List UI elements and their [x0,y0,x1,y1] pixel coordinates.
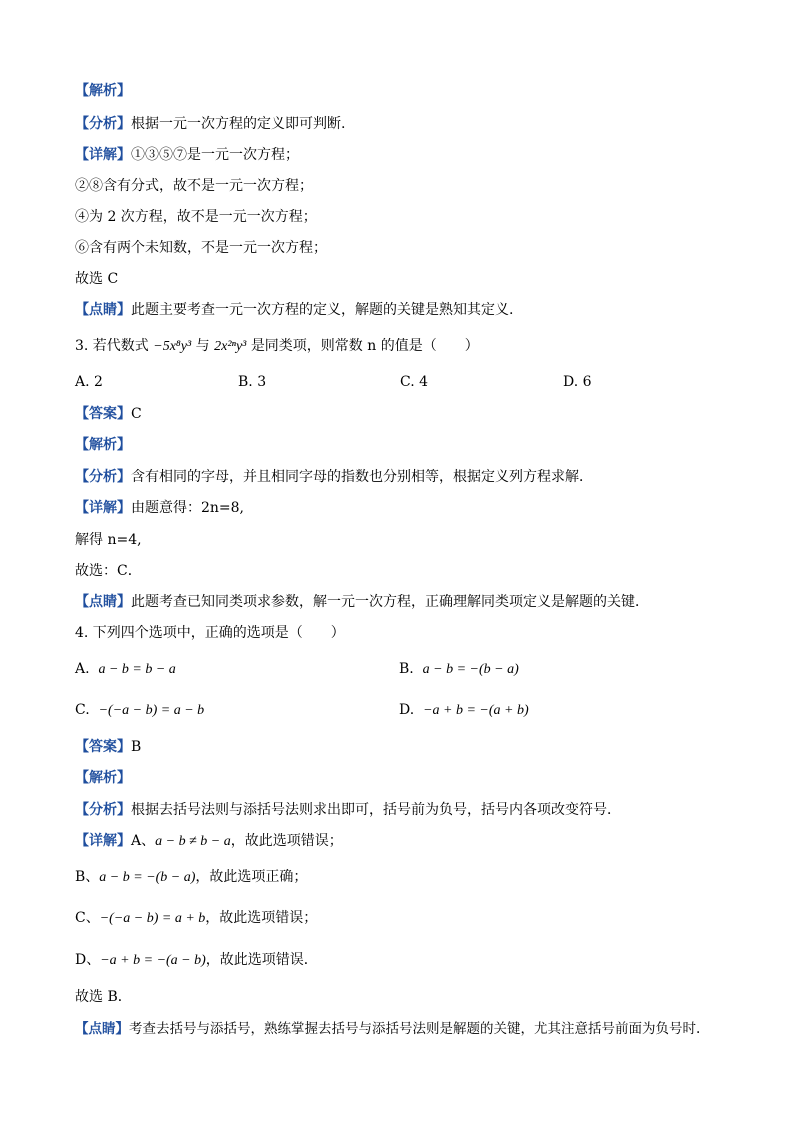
fenxi-text: 根据一元一次方程的定义即可判断. [131,116,346,132]
q3-expression-1: −5x⁸y³ [153,339,192,354]
q4-detail-d-post: ，故此选项错误． [205,952,318,968]
q4-choice-line: 故选 B． [75,989,132,1005]
xiangjie-text: ①③⑤⑦是一元一次方程； [131,147,299,163]
dianjing-tag: 【点睛】 [75,302,131,318]
q4-option-c-label: C. [75,702,90,718]
q3-post: 是同类项，则常数 n 的值是（ ） [250,338,479,354]
q3-analysis-line [75,467,593,487]
q4-analysis-line [75,800,621,820]
fenxi-tag: 【分析】 [75,469,131,485]
q3-option-b: B. 3 [238,374,267,390]
answer-value: C [131,406,142,422]
jiexi-tag: 【解析】 [75,770,131,786]
q4-detail-a-math: a − b ≠ b − a [155,834,231,849]
q4-detail-a-post: ，故此选项错误； [230,833,343,849]
detail-line [75,145,299,165]
q4-comment-line [75,1019,700,1039]
q3-expression-2: 2x²ⁿy³ [214,339,247,354]
dianjing-tag: 【点睛】 [75,1021,129,1037]
jiexi-tag: 【解析】 [75,437,131,453]
q4-option-b-label: B. [399,661,414,677]
xiangjie-tag: 【详解】 [75,147,131,163]
q4-detail-line-a [75,831,343,852]
xiangjie-text: 由题意得：2n=8, [131,500,245,516]
q4-detail-b-pre: B、 [75,869,100,885]
dianjing-text: 考查去括号与添括号，熟练掌握去括号与添括号法则是解题的关键，尤其注意括号前面为负号时. [129,1021,701,1037]
q3-option-a: A. 2 [75,374,103,390]
q4-option-d-label: D. [399,702,415,718]
q3-mid: 与 [195,338,210,354]
q3-jiexi-heading [75,435,131,455]
jiexi-tag: 【解析】 [75,83,131,99]
q4-option-d-math: −a + b = −(a + b) [423,703,529,718]
q3-comment-line [75,592,649,612]
q4-detail-line-c [75,908,317,929]
xiangjie-tag: 【详解】 [75,833,131,849]
fenxi-text: 根据去括号法则与添括号法则求出即可，括号前为负号，括号内各项改变符号． [131,802,621,818]
q4-detail-c-math: −(−a − b) = a + b [99,911,206,926]
q4-option-a-label: A. [75,661,90,677]
q4-option-c-math: −(−a − b) = a − b [98,703,205,718]
question-4-stem: 4. 下列四个选项中，正确的选项是（ ） [75,625,345,641]
q3-choice-line: 故选：C． [75,563,142,579]
q4-answer-line [75,737,141,757]
q4-detail-a-pre: A、 [131,833,156,849]
fenxi-tag: 【分析】 [75,116,131,132]
q4-detail-d-pre: D、 [75,952,101,968]
detail-line-4: ⑥含有两个未知数，不是一元一次方程； [75,240,327,256]
choice-line: 故选 C [75,271,119,287]
comment-line [75,300,513,320]
detail-line-2: ②⑧含有分式，故不是一元一次方程； [75,178,313,194]
q4-option-b-math: a − b = −(b − a) [422,662,519,677]
q4-detail-line-d [75,950,318,971]
q3-pre: 3. 若代数式 [75,338,149,354]
q4-detail-d-math: −a + b = −(a − b) [100,953,206,968]
q4-detail-b-post: ，故此选项正确； [195,869,308,885]
dianjing-text: 此题主要考查一元一次方程的定义，解题的关键是熟知其定义. [131,302,514,318]
q3-detail-line-2: 解得 n=4, [75,532,142,548]
answer-tag: 【答案】 [75,406,131,422]
q3-detail-line [75,498,244,518]
q3-answer-line [75,404,142,424]
q4-detail-line-b [75,867,307,888]
q4-option-a [75,659,176,680]
q4-option-c [75,700,204,721]
q4-detail-c-post: ，故此选项错误； [205,910,318,926]
analysis-line [75,114,345,134]
q4-detail-b-math: a − b = −(b − a) [99,870,196,885]
q3-option-c: C. 4 [400,374,429,390]
section-jiexi-heading [75,81,131,101]
q4-jiexi-heading [75,768,131,788]
q4-detail-c-pre: C、 [75,910,100,926]
answer-tag: 【答案】 [75,739,131,755]
q3-option-d: D. 6 [563,374,592,390]
dianjing-text: 此题考查已知同类项求参数，解一元一次方程，正确理解同类项定义是解题的关键． [131,594,649,610]
xiangjie-tag: 【详解】 [75,500,131,516]
q4-option-b [399,659,519,680]
question-3-stem [75,336,479,357]
detail-line-3: ④为 2 次方程，故不是一元一次方程； [75,209,317,225]
dianjing-tag: 【点睛】 [75,594,131,610]
fenxi-text: 含有相同的字母，并且相同字母的指数也分别相等，根据定义列方程求解． [131,469,593,485]
q4-option-d [399,700,529,721]
answer-value: B [131,739,142,755]
q4-option-a-math: a − b = b − a [98,662,176,677]
fenxi-tag: 【分析】 [75,802,131,818]
